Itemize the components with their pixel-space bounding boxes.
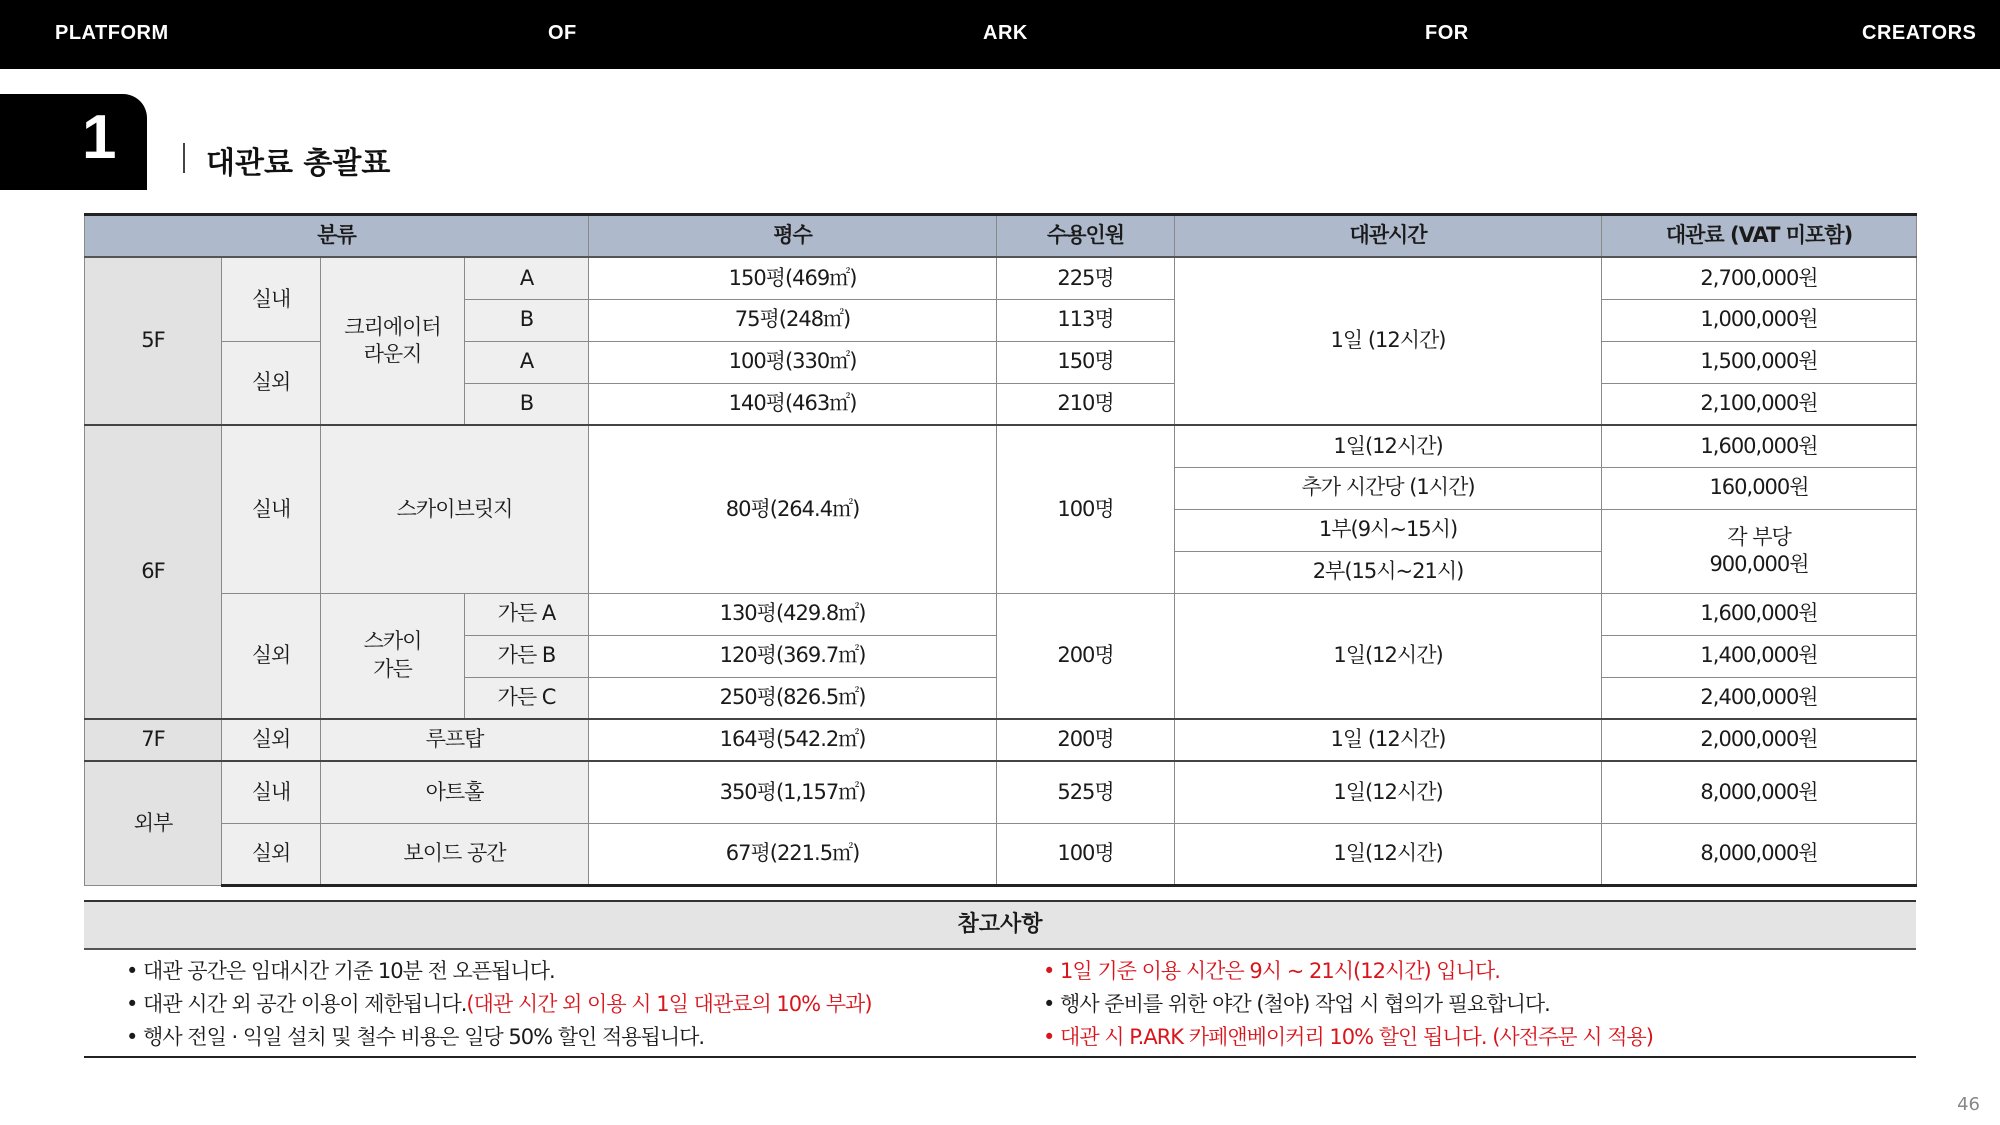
capacity-cell: 113명 [997, 299, 1175, 341]
type-cell: 실내 [222, 425, 321, 593]
space-cell: 보이드 공간 [321, 823, 589, 885]
capacity-cell: 150명 [997, 341, 1175, 383]
type-cell: 실내 [222, 257, 321, 341]
banner-word-creators: CREATORS [1862, 22, 1977, 44]
zone-cell: 가든 C [465, 677, 589, 719]
rental-fee-table [84, 213, 1917, 887]
time-cell: 2부(15시~21시) [1175, 551, 1602, 593]
capacity-cell: 210명 [997, 383, 1175, 425]
type-cell: 실외 [222, 341, 321, 425]
capacity-cell: 200명 [997, 593, 1175, 719]
table-row [85, 823, 1917, 885]
note-left-2 [126, 988, 872, 1018]
header-capacity: 수용인원 [997, 215, 1175, 258]
capacity-cell: 225명 [997, 257, 1175, 299]
banner-word-of: OF [548, 22, 577, 44]
capacity-cell: 200명 [997, 719, 1175, 761]
page-title: 대관료 총괄표 [206, 146, 391, 181]
note-left-2-text: • 대관 시간 외 공간 이용이 제한됩니다. [126, 992, 467, 1016]
table-row [85, 719, 1917, 761]
time-cell: 1일(12시간) [1175, 425, 1602, 467]
page-number: 46 [1957, 1094, 1980, 1115]
zone-cell: A [465, 257, 589, 299]
zone-cell: A [465, 341, 589, 383]
space-cell: 루프탑 [321, 719, 589, 761]
floor-cell: 외부 [85, 761, 222, 885]
capacity-cell: 100명 [997, 425, 1175, 593]
space-cell: 스카이 가든 [321, 593, 465, 719]
table-row [85, 257, 1917, 299]
header-time: 대관시간 [1175, 215, 1602, 258]
fee-cell: 1,600,000원 [1602, 425, 1917, 467]
banner-word-for: FOR [1425, 22, 1469, 44]
section-number-block [0, 94, 147, 190]
area-cell: 75평(248㎡) [589, 299, 997, 341]
space-cell: 스카이브릿지 [321, 425, 589, 593]
header-category: 분류 [85, 215, 589, 258]
time-cell: 1일 (12시간) [1175, 257, 1602, 425]
type-cell: 실외 [222, 823, 321, 885]
title-divider [183, 143, 185, 173]
fee-cell: 160,000원 [1602, 467, 1917, 509]
header-fee: 대관료 (VAT 미포함) [1602, 215, 1917, 258]
area-cell: 130평(429.8㎡) [589, 593, 997, 635]
type-cell: 실외 [222, 593, 321, 719]
zone-cell: 가든 A [465, 593, 589, 635]
time-cell: 1일(12시간) [1175, 593, 1602, 719]
area-cell: 67평(221.5㎡) [589, 823, 997, 885]
note-left-1: • 대관 공간은 임대시간 기준 10분 전 오픈됩니다. [126, 959, 555, 983]
time-cell: 1부(9시~15시) [1175, 509, 1602, 551]
area-cell: 250평(826.5㎡) [589, 677, 997, 719]
floor-cell: 5F [85, 257, 222, 425]
fee-cell: 1,600,000원 [1602, 593, 1917, 635]
area-cell: 80평(264.4㎡) [589, 425, 997, 593]
floor-cell: 7F [85, 719, 222, 761]
fee-cell: 8,000,000원 [1602, 761, 1917, 823]
time-cell: 추가 시간당 (1시간) [1175, 467, 1602, 509]
time-cell: 1일(12시간) [1175, 761, 1602, 823]
fee-cell: 1,400,000원 [1602, 635, 1917, 677]
note-left-3: • 행사 전일 · 익일 설치 및 철수 비용은 일당 50% 할인 적용됩니다. [126, 1025, 705, 1049]
time-cell: 1일(12시간) [1175, 823, 1602, 885]
capacity-cell: 525명 [997, 761, 1175, 823]
area-cell: 150평(469㎡) [589, 257, 997, 299]
type-cell: 실내 [222, 761, 321, 823]
table-row [85, 761, 1917, 823]
area-cell: 140평(463㎡) [589, 383, 997, 425]
section-number: 1 [82, 103, 117, 172]
banner-word-ark: ARK [983, 22, 1028, 44]
area-cell: 350평(1,157㎡) [589, 761, 997, 823]
fee-cell: 2,700,000원 [1602, 257, 1917, 299]
top-banner [0, 0, 2000, 69]
area-cell: 120평(369.7㎡) [589, 635, 997, 677]
fee-cell: 2,400,000원 [1602, 677, 1917, 719]
note-right-1: • 1일 기준 이용 시간은 9시 ~ 21시(12시간) 입니다. [1043, 959, 1500, 983]
area-cell: 164평(542.2㎡) [589, 719, 997, 761]
fee-cell: 1,000,000원 [1602, 299, 1917, 341]
note-right-2: • 행사 준비를 위한 야간 (철야) 작업 시 협의가 필요합니다. [1043, 992, 1550, 1016]
banner-word-platform: PLATFORM [55, 22, 169, 44]
notes-bottom-rule [84, 1056, 1916, 1058]
floor-cell: 6F [85, 425, 222, 719]
capacity-cell: 100명 [997, 823, 1175, 885]
fee-cell: 2,100,000원 [1602, 383, 1917, 425]
fee-cell: 8,000,000원 [1602, 823, 1917, 885]
fee-cell: 2,000,000원 [1602, 719, 1917, 761]
time-cell: 1일 (12시간) [1175, 719, 1602, 761]
fee-cell: 각 부당 900,000원 [1602, 509, 1917, 593]
table-row [85, 593, 1917, 635]
table-header-row [85, 215, 1917, 258]
notes-header: 참고사항 [84, 900, 1916, 950]
header-area: 평수 [589, 215, 997, 258]
table-row [85, 425, 1917, 467]
zone-cell: B [465, 299, 589, 341]
zone-cell: B [465, 383, 589, 425]
zone-cell: 가든 B [465, 635, 589, 677]
note-left-2-highlight: (대관 시간 외 이용 시 1일 대관료의 10% 부과) [466, 992, 872, 1016]
area-cell: 100평(330㎡) [589, 341, 997, 383]
type-cell: 실외 [222, 719, 321, 761]
space-cell: 크리에이터 라운지 [321, 257, 465, 425]
fee-cell: 1,500,000원 [1602, 341, 1917, 383]
note-right-3: • 대관 시 P.ARK 카페앤베이커리 10% 할인 됩니다. (사전주문 시 적용) [1043, 1025, 1653, 1049]
space-cell: 아트홀 [321, 761, 589, 823]
